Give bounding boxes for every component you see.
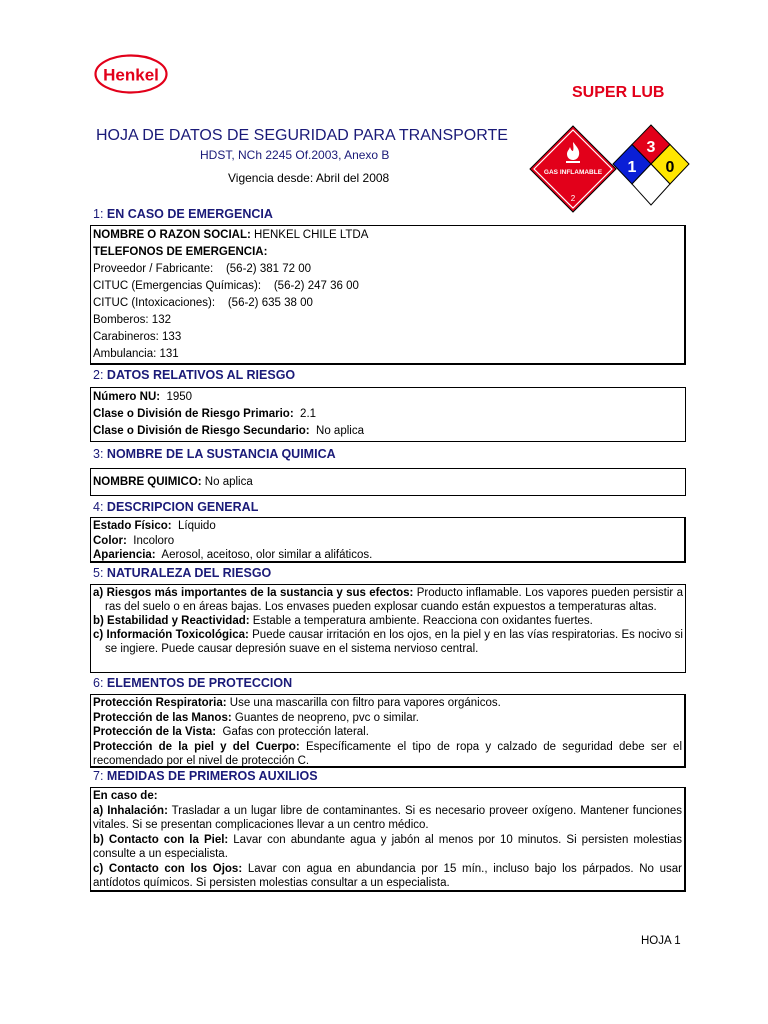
henkel-logo bbox=[94, 54, 168, 94]
phone-line: Carabineros: 133 bbox=[93, 331, 182, 343]
page-number: HOJA 1 bbox=[641, 935, 681, 947]
logo-text: Henkel bbox=[103, 65, 159, 85]
phone-line: CITUC (Emergencias Químicas): (56-2) 247 36 00 bbox=[93, 280, 359, 292]
risk-item-c: c) Información Toxicológica: Puede causar irritación en los ojos, en la piel y en las vías respiratorias. Es nocivo si se ingiere. Puede causar depresión suave en el sistema nervioso central. bbox=[93, 629, 683, 655]
razon-value: HENKEL CHILE LTDA bbox=[250, 229, 369, 241]
phone-line: Proveedor / Fabricante: (56-2) 381 72 00 bbox=[93, 263, 311, 275]
risk-item-a: a) Riesgos más importantes de la sustancia y sus efectos: Producto inflamable. Los vapores pueden persistir a ras del suelo o en áreas bajas. Los envases pueden explosar cuando están expuestos a temperaturas altas. bbox=[93, 587, 683, 613]
phone-line: CITUC (Intoxicaciones): (56-2) 635 38 00 bbox=[93, 297, 313, 309]
risk-item-b: b) Estabilidad y Reactividad: Estable a temperatura ambiente. Reacciona con oxidantes fuertes. bbox=[93, 615, 593, 627]
section-3-box: NOMBRE QUIMICO: No aplica bbox=[90, 468, 686, 496]
section-2-box: Número NU: 1950 Clase o División de Riesgo Primario: 2.1 Clase o División de Riesgo Secundario: No aplica bbox=[90, 387, 686, 442]
validity-date: Vigencia desde: Abril del 2008 bbox=[228, 171, 390, 185]
tel-label: TELEFONOS DE EMERGENCIA: bbox=[93, 246, 268, 258]
section-4-heading: 4: DESCRIPCION GENERAL bbox=[93, 500, 259, 514]
product-name: SUPER LUB bbox=[572, 84, 665, 101]
placard-class: 2 bbox=[570, 194, 576, 203]
section-5-box bbox=[90, 584, 686, 673]
nfpa-reactivity: 0 bbox=[665, 159, 675, 176]
placard-text: GAS INFLAMABLE bbox=[543, 169, 603, 176]
section-3-heading: 3: NOMBRE DE LA SUSTANCIA QUIMICA bbox=[93, 447, 336, 461]
nfpa-flammability: 3 bbox=[646, 139, 656, 156]
section-7-box: En caso de: a) Inhalación: Trasladar a un lugar libre de contaminantes. Si es necesario proveer oxígeno. Mantener funciones vitales. Si se presentan complicaciones llevar a un centro médico. b) Contacto con la Piel: Lavar con abundante agua y jabón al menos por 10 minutos. Si persisten molestias consulte a un especialista. c) Contacto con los Ojos: Lavar con agua en abundancia por 15 mín., incluso bajo los párpados. No usar antídotos químicos. Si persisten molestias consultar a un especialista. bbox=[90, 787, 686, 892]
section-4-box: Estado Físico: Líquido Color: Incoloro Apariencia: Aerosol, aceitoso, olor similar a alifáticos. bbox=[90, 517, 686, 563]
document-title: HOJA DE DATOS DE SEGURIDAD PARA TRANSPORTE bbox=[96, 127, 508, 144]
flammable-gas-placard bbox=[529, 125, 617, 213]
nfpa-health: 1 bbox=[627, 159, 637, 176]
section-6-box: Protección Respiratoria: Use una mascarilla con filtro para vapores orgánicos. Protección de las Manos: Guantes de neopreno, pvc o similar. Protección de la Vista: Gafas con protección lateral. Protección de la piel y del Cuerpo: Específicamente el tipo de ropa y calzado de seguridad debe ser el recomendado por el nivel de protección C. bbox=[90, 694, 686, 768]
nfpa-diamond bbox=[612, 124, 690, 206]
section-7-heading: 7: MEDIDAS DE PRIMEROS AUXILIOS bbox=[93, 769, 318, 783]
section-6-heading: 6: ELEMENTOS DE PROTECCION bbox=[93, 676, 293, 690]
section-2-heading: 2: DATOS RELATIVOS AL RIESGO bbox=[93, 368, 296, 382]
phone-line: Bomberos: 132 bbox=[93, 314, 171, 326]
section-1-box bbox=[90, 225, 686, 365]
section-5-heading: 5: NATURALEZA DEL RIESGO bbox=[93, 566, 272, 580]
razon-label: NOMBRE O RAZON SOCIAL: bbox=[93, 229, 251, 241]
document-subtitle: HDST, NCh 2245 Of.2003, Anexo B bbox=[200, 148, 390, 162]
phone-line: Ambulancia: 131 bbox=[93, 348, 179, 360]
section-1-heading: 1: EN CASO DE EMERGENCIA bbox=[93, 207, 273, 221]
